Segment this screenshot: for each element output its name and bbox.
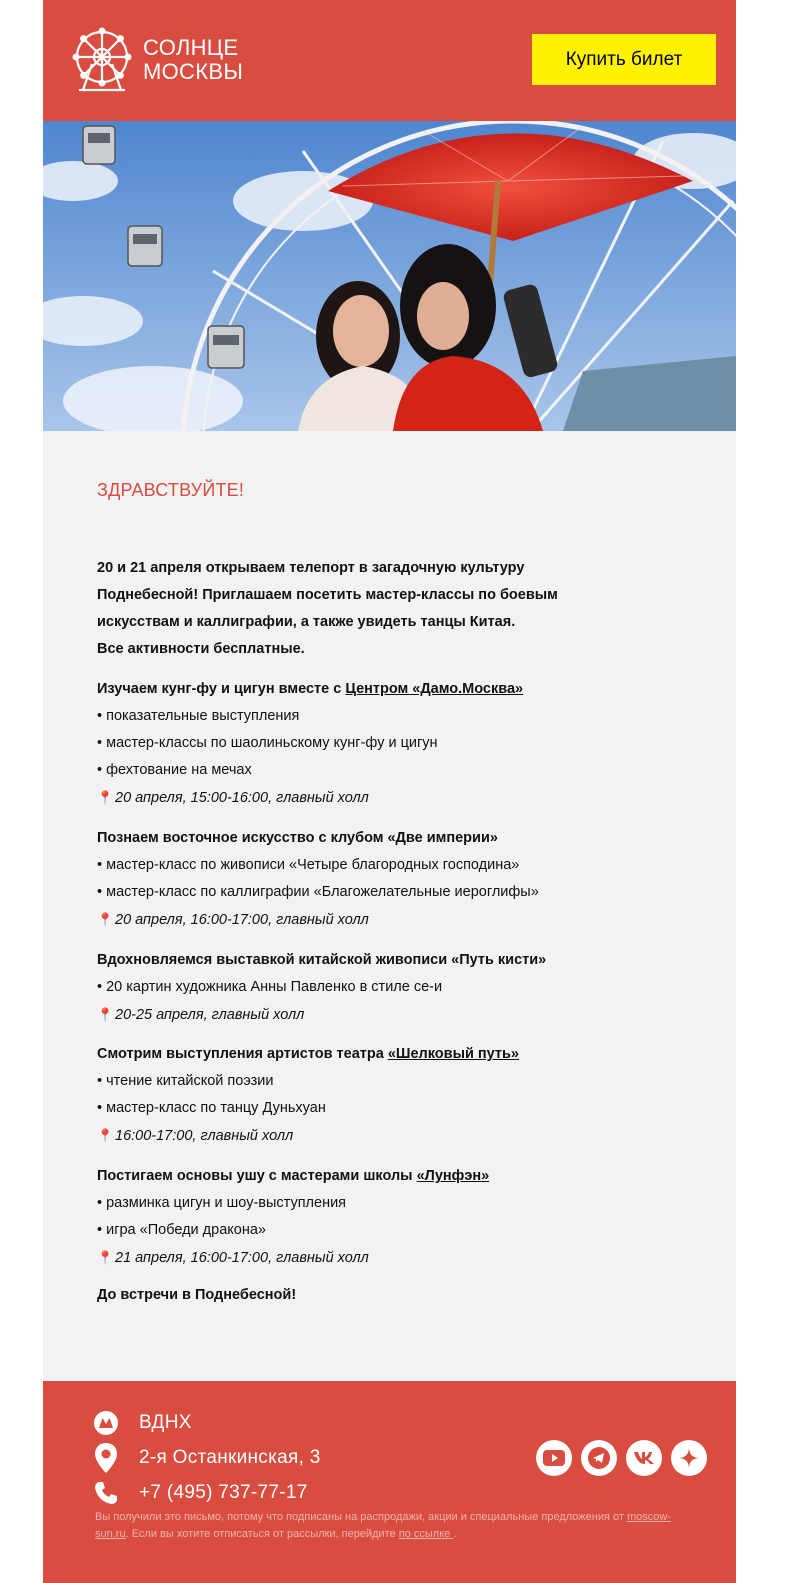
event-place: 📍 21 апреля, 16:00-17:00, главный холл	[97, 1244, 657, 1272]
location-pin-icon	[93, 1445, 119, 1471]
list-item: • фехтование на мечах	[97, 762, 252, 778]
phone-number[interactable]: +7 (495) 737-77-17	[139, 1482, 308, 1503]
event-block-exhibition	[97, 947, 657, 1029]
intro-paragraph: 20 и 21 апреля открываем телепорт в загадочную культуру Поднебесной! Приглашаем посетить мастер-классы по боевым искусствам и каллиграфии, а также увидеть танцы Китая.	[97, 560, 558, 630]
unsubscribe-link[interactable]: по ссылке	[398, 1528, 454, 1540]
buy-ticket-button[interactable]: Купить билет	[532, 34, 716, 85]
metro-station: ВДНХ	[139, 1412, 192, 1433]
footer-phone[interactable]	[93, 1478, 308, 1508]
list-item: • разминка цигун и шоу-выступления	[97, 1195, 347, 1211]
event-place: 📍 20-25 апреля, главный холл	[97, 1001, 657, 1029]
youtube-icon[interactable]	[536, 1440, 572, 1476]
footer	[43, 1381, 736, 1583]
event-title: Смотрим выступления артистов театра «Шелковый путь»	[97, 1046, 519, 1062]
phone-icon	[93, 1480, 119, 1506]
telegram-icon[interactable]	[581, 1440, 617, 1476]
site-link[interactable]: moscow-sun.ru	[95, 1511, 671, 1540]
event-title: Постигаем основы ушу с мастерами школы «Лунфэн»	[97, 1168, 490, 1184]
list-item: • 20 картин художника Анны Павленко в стиле се-и	[97, 979, 443, 995]
silk-road-link[interactable]: «Шелковый путь»	[387, 1046, 519, 1062]
hero-photo	[43, 121, 736, 431]
pin-icon: 📍	[97, 1007, 114, 1022]
greeting: ЗДРАВСТВУЙТЕ!	[97, 480, 245, 500]
event-place: 📍 20 апреля, 15:00-16:00, главный холл	[97, 784, 657, 812]
social-links	[536, 1440, 707, 1476]
list-item: • мастер-класс по каллиграфии «Благожелательные иероглифы»	[97, 884, 539, 900]
farewell-text: До встречи в Поднебесной!	[97, 1287, 297, 1303]
list-item: • мастер-класс по живописи «Четыре благородных господина»	[97, 857, 520, 873]
header	[43, 0, 736, 121]
ferris-wheel-logo-icon	[71, 26, 133, 94]
footer-metro	[93, 1408, 192, 1438]
footer-address	[93, 1443, 321, 1473]
dzen-icon[interactable]	[671, 1440, 707, 1476]
event-title: Вдохновляемся выставкой китайской живописи «Путь кисти»	[97, 952, 547, 968]
list-item: • игра «Победи дракона»	[97, 1222, 266, 1238]
list-item: • чтение китайской поэзии	[97, 1073, 274, 1089]
pin-icon: 📍	[97, 1250, 114, 1265]
logo-text: СОЛНЦЕ МОСКВЫ	[143, 35, 244, 84]
list-item: • мастер-классы по шаолиньскому кунг-фу и цигун	[97, 735, 438, 751]
logo[interactable]	[71, 26, 291, 96]
hero-image	[43, 121, 736, 431]
damo-moscow-link[interactable]: Центром «Дамо.Москва»	[345, 681, 524, 697]
event-place: 📍 16:00-17:00, главный холл	[97, 1122, 657, 1150]
address: 2-я Останкинская, 3	[139, 1447, 321, 1468]
email-container	[43, 0, 736, 1583]
event-block-two-empires	[97, 825, 657, 934]
event-block-wushu	[97, 1163, 657, 1272]
pin-icon: 📍	[97, 1128, 114, 1143]
legal-text: Вы получили это письмо, потому что подписаны на распродажи, акции и специальные предложения от moscow-sun.ru. Если вы хотите отписаться от рассылки, перейдите по ссылке .	[95, 1511, 671, 1540]
list-item: • показательные выступления	[97, 708, 300, 724]
metro-icon	[93, 1410, 119, 1436]
pin-icon: 📍	[97, 790, 114, 805]
vk-icon[interactable]	[626, 1440, 662, 1476]
event-block-kungfu	[97, 676, 657, 812]
pin-icon: 📍	[97, 912, 114, 927]
event-title: Познаем восточное искусство с клубом «Две империи»	[97, 830, 498, 846]
event-block-silk-road	[97, 1041, 657, 1150]
list-item: • мастер-класс по танцу Дуньхуан	[97, 1100, 326, 1116]
longfeng-link[interactable]: «Лунфэн»	[416, 1168, 490, 1184]
event-place: 📍 20 апреля, 16:00-17:00, главный холл	[97, 906, 657, 934]
intro-free-note: Все активности бесплатные.	[97, 641, 305, 657]
intro-text	[97, 555, 617, 663]
event-title: Изучаем кунг-фу и цигун вместе с Центром «Дамо.Москва»	[97, 681, 524, 697]
